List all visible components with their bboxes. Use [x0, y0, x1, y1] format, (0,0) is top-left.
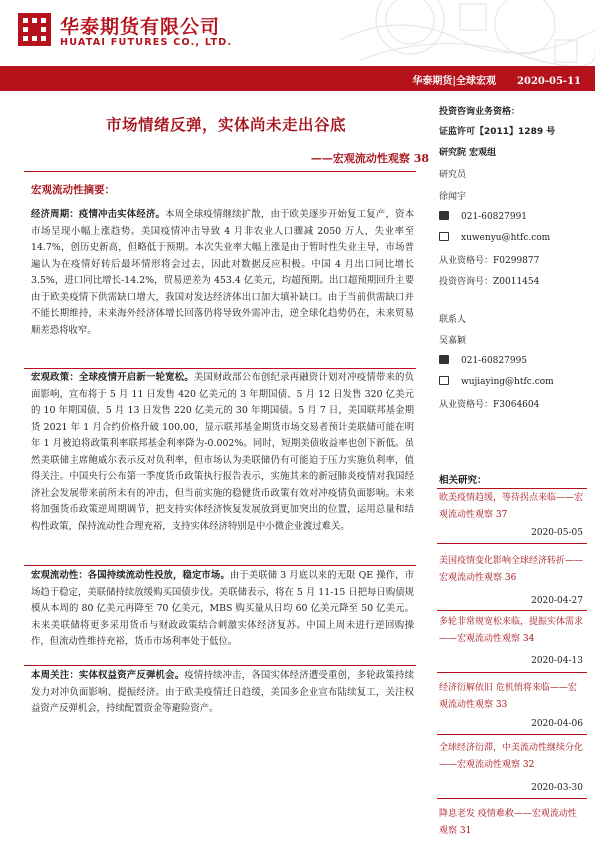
related-item[interactable]: 美国疫情变化影响全球经济转折——宏观流动性观察 36: [439, 556, 584, 583]
paragraph-lead: 宏观政策：全球疫情开启新一轮宽松。: [31, 372, 194, 383]
license-heading: 投资咨询业务资格：: [439, 107, 521, 117]
contact-phone-value: 021-60827995: [461, 356, 528, 366]
related-date: 2020-04-06: [531, 719, 583, 729]
paragraph-macro-policy: [31, 370, 414, 535]
section-divider: [24, 368, 416, 369]
company-name-cn: 华泰期货有限公司: [60, 16, 221, 38]
practice-label: 从业资格号：: [439, 400, 494, 410]
paragraph-lead: 宏观流动性：各国持续流动性投放，稳定市场。: [31, 570, 230, 581]
phone-icon: [439, 355, 449, 364]
related-heading: 相关研究：: [439, 475, 487, 486]
paragraph-lead: 本周关注：实体权益资产反弹机会。: [31, 670, 185, 681]
contact-practice-no: [439, 397, 539, 410]
analyst-phone: [439, 211, 527, 222]
contact-name: 吴嘉颖: [439, 336, 467, 346]
analyst-invest-no: [439, 274, 539, 287]
related-divider: [437, 610, 587, 611]
header-watermark: [340, 0, 595, 66]
license-number: 证监许可【2011】1289 号: [439, 127, 556, 137]
email-icon: [439, 376, 449, 385]
email-icon: [439, 232, 449, 241]
section-divider: [24, 565, 416, 566]
paragraph-macro-liquidity: [31, 568, 414, 651]
company-name-en: HUATAI FUTURES CO., LTD.: [60, 37, 233, 48]
related-date: 2020-03-30: [531, 783, 583, 793]
practice-value: F0299877: [493, 256, 540, 266]
related-date: 2020-05-05: [531, 528, 583, 538]
paragraph-lead: 经济周期：疫情冲击实体经济。: [31, 209, 166, 220]
related-divider: [437, 734, 587, 735]
report-subtitle: ——宏观流动性观察 38: [310, 152, 429, 165]
header-bar-text: [412, 72, 581, 87]
related-date: 2020-04-13: [531, 656, 583, 666]
contact-email-value[interactable]: wujiaying@htfc.com: [461, 377, 554, 387]
paragraph-text: 疫情持续冲击，各国实体经济遭受重创，多轮政策持续发力对冲负面影响、提振经济。由于欧美疫情迁日趋缓，美国多企业宣布陆续复工，关注权益资产反弹机会，持续配置资金等避险资产。: [31, 670, 414, 714]
paragraph-text: 本周全球疫情继续扩散，由于欧美逐步开始复工复产，资本市场呈现小幅上涨趋势。美国疫情冲击导致 4 月非农业人口骤减 2050 万人，失业率至 14.7%，创历史新高，但略低于预期。本次失业率大幅上涨是由于暂时性失业主导，市场普遍认为在疫情好转后最坏情形将会过去，因此对数据反应积极。中国 4 月出口同比增长 3.5%，进口同比增长-14.2%，贸易逆差为 453.4 亿美元，均超预期。出口超预期回升主要由于欧美疫情下供需缺口增大，我国对发达经济体出口加大填补缺口。由于当前供需缺口并不能长期维持，未来海外经济体增长回落仍将导致外需冲击，逆全球化趋势仍在，未来贸易顺差恐将收窄。: [31, 209, 414, 336]
related-item[interactable]: 降息老发 疫情难救——宏观流动性观察 31: [439, 809, 577, 836]
contact-phone: [439, 355, 527, 366]
invest-label: 投资咨询号：: [439, 277, 494, 287]
phone-icon: [439, 211, 449, 220]
invest-value: Z0011454: [493, 277, 540, 287]
practice-value: F3064604: [493, 400, 540, 410]
section-divider: [24, 665, 416, 666]
contact-role: 联系人: [439, 315, 467, 325]
related-item[interactable]: 欧美疫情趋缓，等待拐点来临——宏观流动性观察 37: [439, 493, 584, 520]
contact-email[interactable]: [439, 376, 554, 387]
paragraph-economic-cycle: [31, 207, 414, 339]
paragraph-text: 美国财政部公布创纪录再融资计划对冲疫情带来的负面影响，宣布将于 5 月 11 日发售 420 亿美元的 3 年期国债、5 月 12 日发售 320 亿美元的 10 年期国债、5 月 13 日发售 220 亿美元的 30 年期国债。5 月 7 日，美国联邦基金期货 2021 年 1 月合约价格升破 100.00，显示联邦基金期货市场交易者预计美联储可能在明年 1 月被迫将政策利率联邦基金利率降为-0.002%。同时，短期美债收益率也创下新低。虽然美联储主席鲍威尔表示反对负利率，但市场认为美联储仍有可能迫于压力实施负利率，值得关注。中国央行公布第一季度货币政策执行报告表示，实施其来的新冠肺炎疫情对我国经济社会发展带来前所未有的冲击，但当前实施的稳健货币政策有效对冲疫情负面影响。未来将加强货币政策逆周期调节，把支持实体经济恢复发展放到更加突出的位置，运用总量和结构性政策，保持流动性合理充裕，支持实体经济特别是中小微企业渡过难关。: [31, 372, 414, 532]
header-category: 华泰期货|全球宏观: [412, 76, 497, 87]
paragraph-text: 由于美联储 3 月底以来的无限 QE 操作，市场趋于稳定，美联储持续放缓购买国债步伐。美联储表示，将在 5 月 11-15 日把每日购债规模从本周的 80 亿美元再降至 70 亿美元，MBS 购买量从日均 60 亿美元降至 50 亿美元。未来美联储将更多采用货币与财政政策结合刺激实体经济复苏。中国上周未进行逆回购操作，但流动性维持充裕，货币市场利率处于低位。: [31, 570, 414, 647]
related-divider: [437, 543, 587, 544]
department: 研究院 宏观组: [439, 148, 497, 158]
related-item[interactable]: 经济衍解依旧 危机悄将来临——宏观流动性观察 33: [439, 683, 577, 710]
analyst-phone-value: 021-60827991: [461, 212, 528, 222]
report-title: 市场情绪反弹，实体尚未走出谷底: [106, 115, 347, 134]
company-logo: [18, 13, 51, 46]
analyst-email[interactable]: [439, 232, 550, 243]
analyst-email-value[interactable]: xuwenyu@htfc.com: [461, 233, 551, 243]
report-date: 2020-05-11: [517, 76, 581, 87]
paragraph-weekly-focus: [31, 668, 414, 718]
analyst-name: 徐闻宇: [439, 192, 467, 202]
title-divider: [24, 171, 416, 172]
abstract-heading: 宏观流动性摘要：: [31, 184, 115, 196]
analyst-practice-no: [439, 253, 539, 266]
related-item[interactable]: 全球经济衍滞，中美流动性继续分化——宏观流动性观察 32: [439, 743, 584, 770]
related-item[interactable]: 多轮非常规宽松来临，提振实体需求——宏观流动性观察 34: [439, 617, 584, 644]
related-date: 2020-04-27: [531, 596, 583, 606]
related-divider: [437, 672, 587, 673]
analyst-role: 研究员: [439, 170, 467, 180]
practice-label: 从业资格号：: [439, 256, 494, 266]
related-divider: [437, 488, 587, 489]
related-divider: [437, 798, 587, 799]
